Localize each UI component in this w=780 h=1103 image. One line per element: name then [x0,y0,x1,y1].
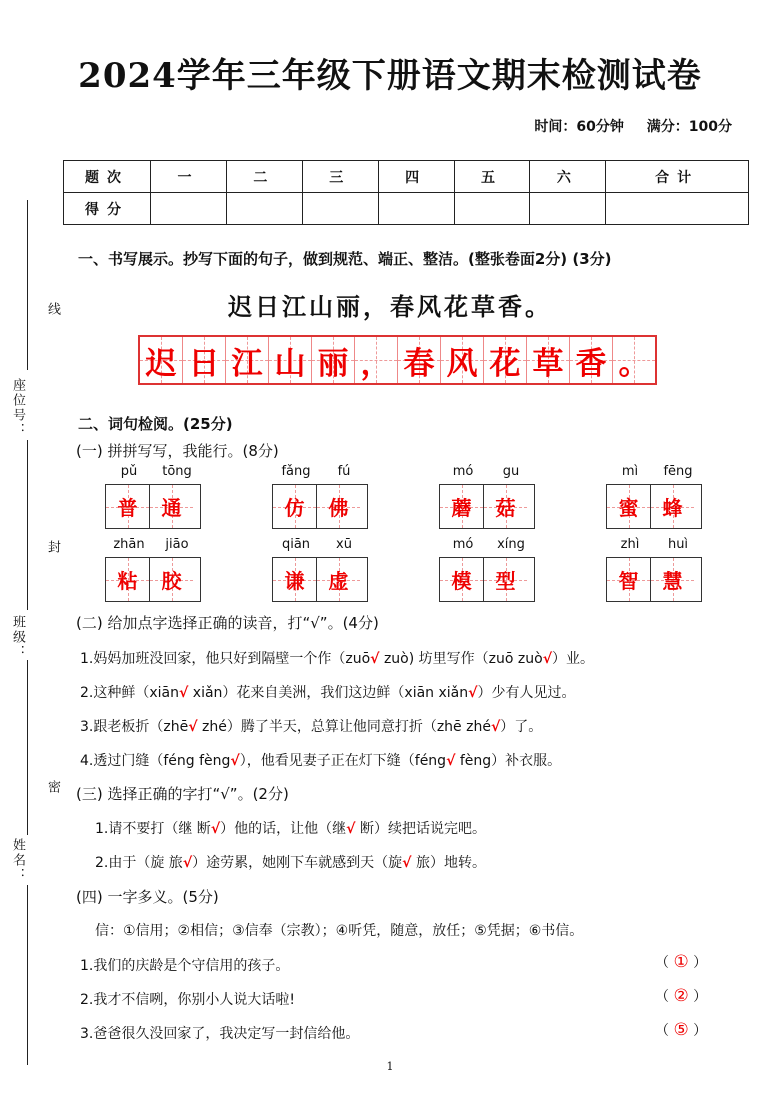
check-mark: √ [230,753,240,769]
pinyin: mì [621,464,639,479]
pinyin-word [105,464,201,529]
answer-char: 智 [618,569,639,593]
score-cell: 四 [378,161,454,193]
answer-char: 仿 [284,496,305,520]
q-text: zuò) 坊里写作（zuō zuò [379,651,543,667]
binding-line [27,660,28,835]
binding-line [27,885,28,1065]
q-text: ），他看见妻子正在灯下缝（féng [239,753,447,769]
check-mark: √ [542,651,553,667]
grid-char: 春 [403,345,435,382]
grid-cell [269,337,312,383]
answer-char: 蜂 [662,496,683,520]
seat-label: 座位号： [10,378,25,438]
grid-char: ， [360,345,392,382]
score-table [63,160,749,225]
answer-char: 型 [495,569,516,593]
q-text: 1.请不要打（继 断 [95,821,211,837]
q-text: ）了。 [500,719,543,735]
score-cell: 合计 [606,161,749,193]
score-blank [226,193,302,225]
grid-char: 香 [575,345,607,382]
q-text: 2.这种鲜（xiān [80,685,179,701]
answer-char: 蜜 [618,496,639,520]
grid-cell [613,337,655,383]
exam-meta [516,116,732,136]
q-text: 4.透过门缝（féng fèng [80,753,231,769]
total-score: 满分：100分 [646,119,732,135]
check-mark: √ [490,719,501,735]
pinyin-word [272,464,368,529]
q-text: 2.由于（旋 旅 [95,855,183,871]
answer-char: 谦 [284,569,305,593]
score-cell: 五 [454,161,530,193]
q-text: 3.跟老板折（zhē [80,719,189,735]
pinyin-word [606,464,702,529]
pinyin-word [606,537,702,602]
pinyin: fú [337,464,351,479]
pinyin-word [105,537,201,602]
pinyin: qiān [281,537,311,552]
pinyin: gu [502,464,520,479]
name-label: 姓名： [10,838,25,883]
score-table-header-row [64,161,749,193]
grid-char: 日 [188,345,220,382]
class-label: 班级： [10,615,25,660]
grid-cell [484,337,527,383]
q-text: 断）续把话说完吧。 [355,821,486,837]
q-text: ）业。 [552,651,595,667]
answer-bracket: （ ① ） [655,952,708,972]
grid-char: 迟 [145,345,177,382]
page-number: 1 [386,1060,394,1073]
pinyin-word [272,537,368,602]
q-text: xiǎn）花来自美洲，我们这边鲜（xiān xiǎn [188,685,469,701]
part3-heading: (三) 选择正确的字打“√”。(2分) [76,785,289,803]
check-mark: √ [178,685,189,701]
score-blank [454,193,530,225]
score-blank [151,193,227,225]
score-blank [606,193,749,225]
definitions: 信：①信用；②相信；③信奉（宗教）；④听凭，随意，放任；⑤凭据；⑥书信。 [95,923,584,939]
pinyin: zhì [620,537,640,552]
binding-line [27,440,28,610]
time-limit: 时间：60分钟 [534,119,624,135]
grid-cell [570,337,613,383]
pinyin: xíng [497,537,525,552]
check-mark: √ [468,685,478,701]
score-cell: 题次 [64,161,151,193]
char-choice-question [95,818,486,838]
answer-char: 虚 [328,569,349,593]
part2-heading: (二) 给加点字选择正确的读音，打“√”。(4分) [76,614,379,632]
pinyin: mó [452,537,474,552]
score-blank [378,193,454,225]
answer-char: 菇 [495,496,516,520]
q-text: ）他的话，让他（继 [220,821,347,837]
meaning-question: 2.我才不信咧，你别小人说大话啦! [80,992,295,1008]
score-blank [302,193,378,225]
pinyin: zhān [113,537,145,552]
grid-char: 丽 [317,345,349,382]
grid-char: 风 [446,345,478,382]
check-mark: √ [210,821,221,837]
q-text: 旅）地转。 [411,855,486,871]
q-text: ）少有人见过。 [477,685,576,701]
pinyin: fǎng [281,464,311,479]
pinyin: huì [667,537,689,552]
answer-char: 蘑 [451,496,472,520]
grid-char: 。 [618,345,650,382]
pinyin-word [439,464,535,529]
answer: ② [673,986,689,1006]
q-text: 1.妈妈加班没回家，他只好到隔壁一个作（zuō [80,651,371,667]
answer-char: 胶 [161,569,182,593]
binding-line [27,200,28,370]
grid-cell [226,337,269,383]
score-cell: 三 [302,161,378,193]
pinyin: fēng [663,464,693,479]
page-title: 2024学年三年级下册语文期末检测试卷 [78,56,702,96]
pinyin: jiāo [165,537,189,552]
grid-char: 山 [274,345,306,382]
check-mark: √ [188,719,198,735]
grid-cell [140,337,183,383]
meaning-question: 1.我们的庆龄是个守信用的孩子。 [80,958,290,974]
check-mark: √ [182,855,193,871]
answer-char: 普 [117,496,138,520]
check-mark: √ [402,855,412,871]
q-text: zhé）腾了半天，总算让他同意打折（zhē zhé [197,719,491,735]
answer: ⑤ [673,1020,689,1040]
answer-char: 通 [161,496,182,520]
seal-char: 线 [43,298,62,319]
answer: ① [673,952,689,972]
pronunciation-question [80,648,594,668]
grid-cell [312,337,355,383]
score-cell: 二 [226,161,302,193]
grid-cell [441,337,484,383]
pinyin: pǔ [120,464,138,479]
answer-char: 模 [451,569,472,593]
answer-bracket: （ ② ） [655,986,708,1006]
grid-cell [527,337,570,383]
check-mark: √ [370,651,380,667]
grid-cell [355,337,398,383]
seal-char: 密 [43,776,62,797]
grid-cell [398,337,441,383]
score-cell: 得分 [64,193,151,225]
score-cell: 一 [151,161,227,193]
answer-char: 慧 [662,569,683,593]
grid-char: 江 [231,345,263,382]
pinyin: tōng [162,464,192,479]
seal-char: 封 [43,536,62,557]
q-text: fèng）补衣服。 [455,753,562,769]
check-mark: √ [346,821,356,837]
writing-grid [138,335,657,385]
pronunciation-question [80,716,542,736]
grid-char: 花 [489,345,521,382]
part4-heading: (四) 一字多义。(5分) [76,888,219,906]
q-text: ）途劳累，她刚下车就感到天（旋 [192,855,403,871]
answer-char: 粘 [117,569,138,593]
char-choice-question [95,852,486,872]
answer-char: 佛 [328,496,349,520]
section2-heading: 二、词句检阅。(25分) [78,415,233,433]
pronunciation-question [80,682,575,702]
pronunciation-question [80,750,561,770]
grid-cell [183,337,226,383]
answer-bracket: （ ⑤ ） [655,1020,708,1040]
grid-char: 草 [532,345,564,382]
pinyin: mó [452,464,474,479]
check-mark: √ [446,753,456,769]
score-cell: 六 [530,161,606,193]
pinyin: xū [336,537,352,552]
score-table-score-row [64,193,749,225]
score-blank [530,193,606,225]
meaning-question: 3.爸爸很久没回家了，我决定写一封信给他。 [80,1026,360,1042]
sample-sentence: 迟日江山丽，春风花草香。 [228,292,552,321]
part1-heading: (一) 拼拼写写，我能行。(8分) [76,442,279,460]
pinyin-word [439,537,535,602]
section1-heading: 一、书写展示。抄写下面的句子，做到规范、端正、整洁。(整张卷面2分) (3分) [78,250,612,268]
